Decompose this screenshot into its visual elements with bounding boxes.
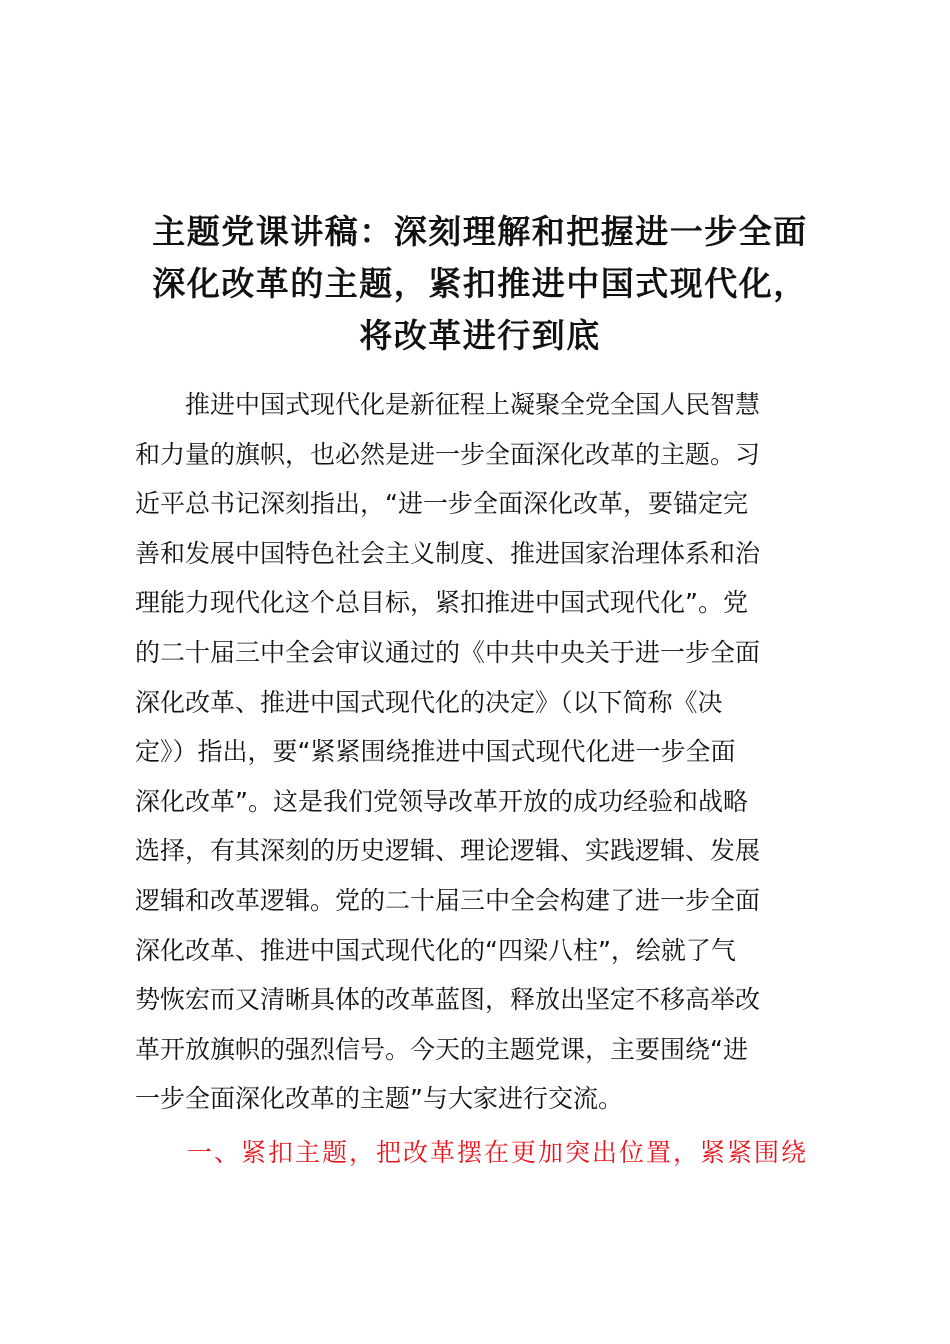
section-heading: 一、紧扣主题，把改革摆在更加突出位置，紧紧围绕 <box>187 1138 809 1167</box>
paragraph-line: 推进中国式现代化是新征程上凝聚全党全国人民智慧 <box>185 390 761 419</box>
document-title <box>120 206 840 362</box>
paragraph-line: 深化改革、推进中国式现代化的“四梁八柱”，绘就了气 <box>135 935 736 965</box>
paragraph-line: 深化改革”。这是我们党领导改革开放的成功经验和战略 <box>135 786 748 816</box>
paragraph-line: 善和发展中国特色社会主义制度、推进国家治理体系和治 <box>135 538 761 568</box>
intro-paragraph <box>135 380 835 1124</box>
paragraph-line: 势恢宏而又清晰具体的改革蓝图，释放出坚定不移高举改 <box>135 985 761 1015</box>
paragraph-line: 定》）指出，要“紧紧围绕推进中国式现代化进一步全面 <box>135 737 736 767</box>
title-line: 主题党课讲稿：深刻理解和把握进一步全面 <box>152 212 808 251</box>
paragraph-line: 近平总书记深刻指出，“进一步全面深化改革，要锚定完 <box>135 489 748 519</box>
paragraph-line: 深化改革、推进中国式现代化的决定》（以下简称《决 <box>135 687 723 717</box>
title-line: 深化改革的主题，紧扣推进中国式现代化， <box>152 264 808 303</box>
paragraph-line: 的二十届三中全会审议通过的《中共中央关于进一步全面 <box>135 637 761 667</box>
paragraph-line: 革开放旗帜的强烈信号。今天的主题党课，主要围绕“进 <box>135 1034 748 1064</box>
paragraph-line: 选择，有其深刻的历史逻辑、理论逻辑、实践逻辑、发展 <box>135 836 761 866</box>
title-line: 将改革进行到底 <box>359 316 601 355</box>
paragraph-line: 和力量的旗帜，也必然是进一步全面深化改革的主题。习 <box>135 439 761 469</box>
paragraph-line: 逻辑和改革逻辑。党的二十届三中全会构建了进一步全面 <box>135 885 761 915</box>
paragraph-line: 一步全面深化改革的主题”与大家进行交流。 <box>135 1084 623 1114</box>
paragraph-line: 理能力现代化这个总目标，紧扣推进中国式现代化”。党 <box>135 588 748 618</box>
